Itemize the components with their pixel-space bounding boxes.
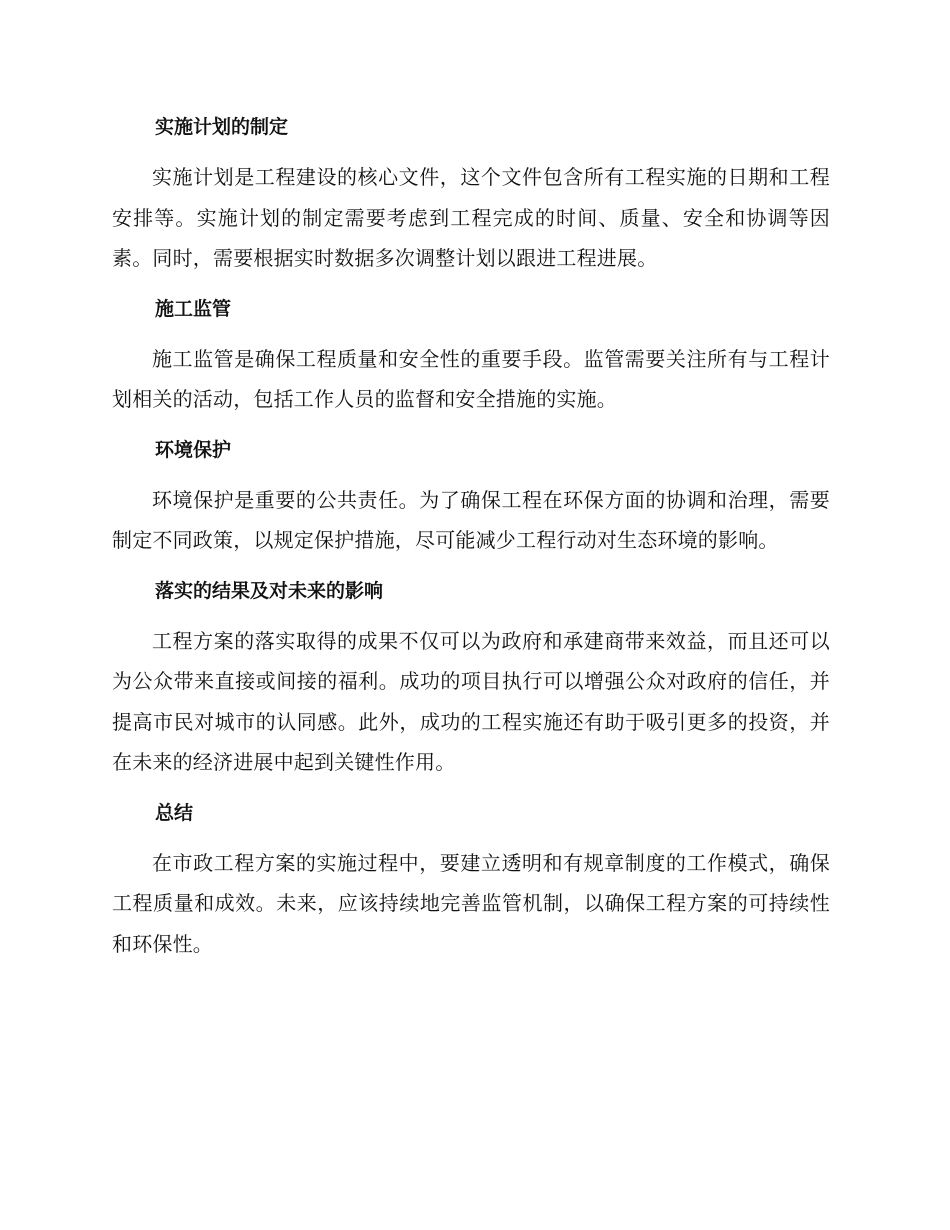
- document-content: [112, 108, 830, 975]
- section-heading-environmental-protection: 环境保护: [155, 438, 232, 461]
- section-heading-results-and-impact: 落实的结果及对未来的影响: [155, 579, 384, 602]
- section-body-construction-supervision: 施工监管是确保工程质量和安全性的重要手段。监管需要关注所有与工程计划相关的活动，包括工作人员的监督和安全措施的实施。: [112, 346, 830, 411]
- section-body-summary: 在市政工程方案的实施过程中，要建立透明和有规章制度的工作模式，确保工程质量和成效。未来，应该持续地完善监管机制，以确保工程方案的可持续性和环保性。: [112, 850, 830, 956]
- section-body-results-and-impact: 工程方案的落实取得的成果不仅可以为政府和承建商带来效益，而且还可以为公众带来直接或间接的福利。成功的项目执行可以增强公众对政府的信任，并提高市民对城市的认同感。此外，成功的工程实施还有助于吸引更多的投资，并在未来的经济进展中起到关键性作用。: [112, 628, 830, 774]
- section-heading-construction-supervision: 施工监管: [155, 297, 232, 320]
- section-heading-implementation-plan: 实施计划的制定: [155, 116, 289, 138]
- section-body-environmental-protection: 环境保护是重要的公共责任。为了确保工程在环保方面的协调和治理，需要制定不同政策，以规定保护措施，尽可能减少工程行动对生态环境的影响。: [112, 487, 830, 552]
- section-heading-summary: 总结: [155, 801, 194, 824]
- section-body-implementation-plan: 实施计划是工程建设的核心文件，这个文件包含所有工程实施的日期和工程安排等。实施计划的制定需要考虑到工程完成的时间、质量、安全和协调等因素。同时，需要根据实时数据多次调整计划以跟进工程进展。: [112, 165, 830, 270]
